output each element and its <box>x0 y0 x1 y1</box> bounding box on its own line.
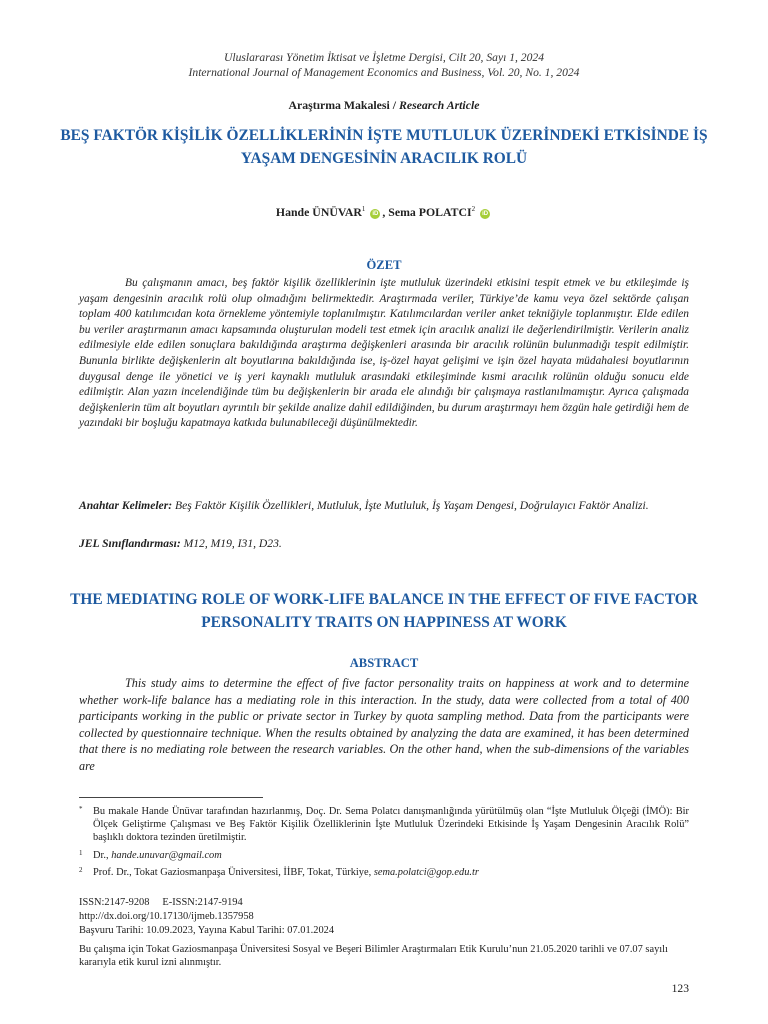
author-2-footnote-mark[interactable]: 2 <box>471 205 476 214</box>
orcid-icon[interactable]: iD <box>372 211 379 217</box>
abstract-heading: ABSTRACT <box>349 656 419 670</box>
keywords-text: Beş Faktör Kişilik Özellikleri, Mutluluk, İşte Mutluluk, İş Yaşam Dengesi, Doğrulayıcı Faktör Analizi. <box>172 499 649 512</box>
author-1-footnote-mark[interactable]: 1 <box>361 205 366 214</box>
keywords <box>79 498 689 514</box>
article-type-separator: / <box>389 98 399 112</box>
article-type-turkish: Araştırma Makalesi <box>288 98 390 112</box>
orcid-icon[interactable]: iD <box>482 211 489 217</box>
author-separator: , <box>382 205 389 219</box>
journal-line-english: International Journal of Management Economics and Business, Vol. 20, No. 1, 2024 <box>188 66 580 79</box>
footnote-affiliation: Dr., <box>93 850 112 861</box>
ethics-statement: Bu çalışma için Tokat Gaziosmanpaşa Üniversitesi Sosyal ve Beşeri Bilimler Araştırmaları Etik Kurulu’nun 21.05.2020 tarihli ve 07.07 sayılı kararıyla etik kurul izni alınmıştır. <box>79 944 668 969</box>
abstract-body: This study aims to determine the effect of five factor personality traits on happiness at work and to determine whether work-life balance has a mediating role in this interaction. In the study, data were collected from a total of 400 participants working in the public or private sector in Turkey by quota sampling method. Data from the participants were collected by questionnaire technique. When the results obtained by analyzing the data are examined, it has been determined that there is no mediating role between the research variables. On the other hand, when the sub-dimensions of the variables are <box>79 676 689 773</box>
journal-line-turkish: Uluslararası Yönetim İktisat ve İşletme Dergisi, Cilt 20, Sayı 1, 2024 <box>224 51 544 64</box>
author-2-name: Sema POLATCI <box>388 205 472 219</box>
footnote-divider <box>79 797 263 798</box>
author-2-email-link[interactable]: sema.polatci@gop.edu.tr <box>373 867 479 878</box>
page-number: 123 <box>671 982 689 995</box>
issn-line: ISSN:2147-9208 E-ISSN:2147-9194 <box>79 897 243 908</box>
jel-codes: M12, M19, I31, D23. <box>180 537 282 550</box>
author-line <box>0 205 768 220</box>
footnote-text: Bu makale Hande Ünüvar tarafından hazırlanmış, Doç. Dr. Sema Polatcı danışmanlığında yürütülmüş olan “İşte Mutluluk Ölçeği (İMÖ): Bir Ölçek Geliştirme Çalışması ve Beş Faktör Kişilik Özelliklerinin İşte Mutluluk Üzerindeki Etkisinde İş Yaşam Dengesinin Aracılık Rolü” başlıklı doktora tezinden üretilmiştir. <box>93 806 689 843</box>
ozet-body: Bu çalışmanın amacı, beş faktör kişilik özelliklerinin işte mutluluk üzerindeki etkisini tespit etmek ve bu etkileşimde iş yaşam dengesinin aracılık rolü olup olmadığını belirmektedir. Araştırmada veriler, Türkiye’de kamu veya özel sektörde çalışan toplam 400 katılımcıdan kota örnekleme yöntemiyle toplanılmıştır. Katılımcılardan veriler anket tekniğiyle toplanmıştır. Elde edilen bu veriler araştırmanın amacı kapsamında oluşturulan modeli test etmek için aracılık analizi ile değerlendirilmiştir. Verilerin analiz edilmesiyle elde edilen sonuçlara bakıldığında araştırma değişkenleri arasında bir aracılık rolünün bulunmadığı tespit edilmiştir. Bununla birlikte değişkenlerin alt boyutlarına bakıldığında ise, iş-özel hayat gelişimi ve işin özel hayata müdahalesi boyutlarının duygusal denge ile yönetici ve iş yeri kaynaklı mutluluk arasındaki etkileşiminde kısmi aracılık rolünün olduğu sonucu elde edilmiştir. Alan yazın incelendiğinde tüm bu değişkenlerin bir arada ele alındığı bir çalışmaya rastlanılmamıştır. Ayrıca çalışmada değişkenlerin tüm alt boyutları ayrıntılı bir şekilde analize dahil edildiğinden, bu durum araştırmayı hem özgün hale getirdiği hem de yazındaki bir boşluğu kapatmaya katkıda bulunabileceği düşünülmektedir. <box>79 277 689 430</box>
author-1-email-link[interactable]: hande.unuvar@gmail.com <box>111 850 222 861</box>
article-type <box>0 98 768 113</box>
submission-dates: Başvuru Tarihi: 10.09.2023, Yayına Kabul Tarihi: 07.01.2024 <box>79 925 335 936</box>
title-english: THE MEDIATING ROLE OF WORK-LIFE BALANCE IN THE EFFECT OF FIVE FACTOR PERSONALITY TRAITS ON HAPPINESS AT WORK <box>70 591 698 631</box>
footnote-mark: 1 <box>79 849 83 857</box>
keywords-label: Anahtar Kelimeler: <box>79 499 173 512</box>
footnote-thesis <box>79 805 689 844</box>
article-type-english: Research Article <box>398 98 480 112</box>
ozet-heading: ÖZET <box>366 258 402 272</box>
title-turkish: BEŞ FAKTÖR KİŞİLİK ÖZELLİKLERİNİN İŞTE MUTLULUK ÜZERİNDEKİ ETKİSİNDE İŞ YAŞAM DENGESİNİN ARACILIK ROLÜ <box>60 127 708 167</box>
footnote-mark: 2 <box>79 866 83 874</box>
jel-label: JEL Sınıflandırması: <box>79 537 181 550</box>
doi-link[interactable]: http://dx.doi.org/10.17130/ijmeb.1357958 <box>79 911 254 922</box>
footnote-affiliation: Prof. Dr., Tokat Gaziosmanpaşa Üniversitesi, İİBF, Tokat, Türkiye, <box>93 867 374 878</box>
footnote-author-2 <box>79 866 689 879</box>
jel-classification <box>79 536 689 552</box>
footnote-mark: * <box>79 805 83 813</box>
footnote-author-1 <box>79 849 689 862</box>
author-1-name: Hande ÜNÜVAR <box>275 205 362 219</box>
